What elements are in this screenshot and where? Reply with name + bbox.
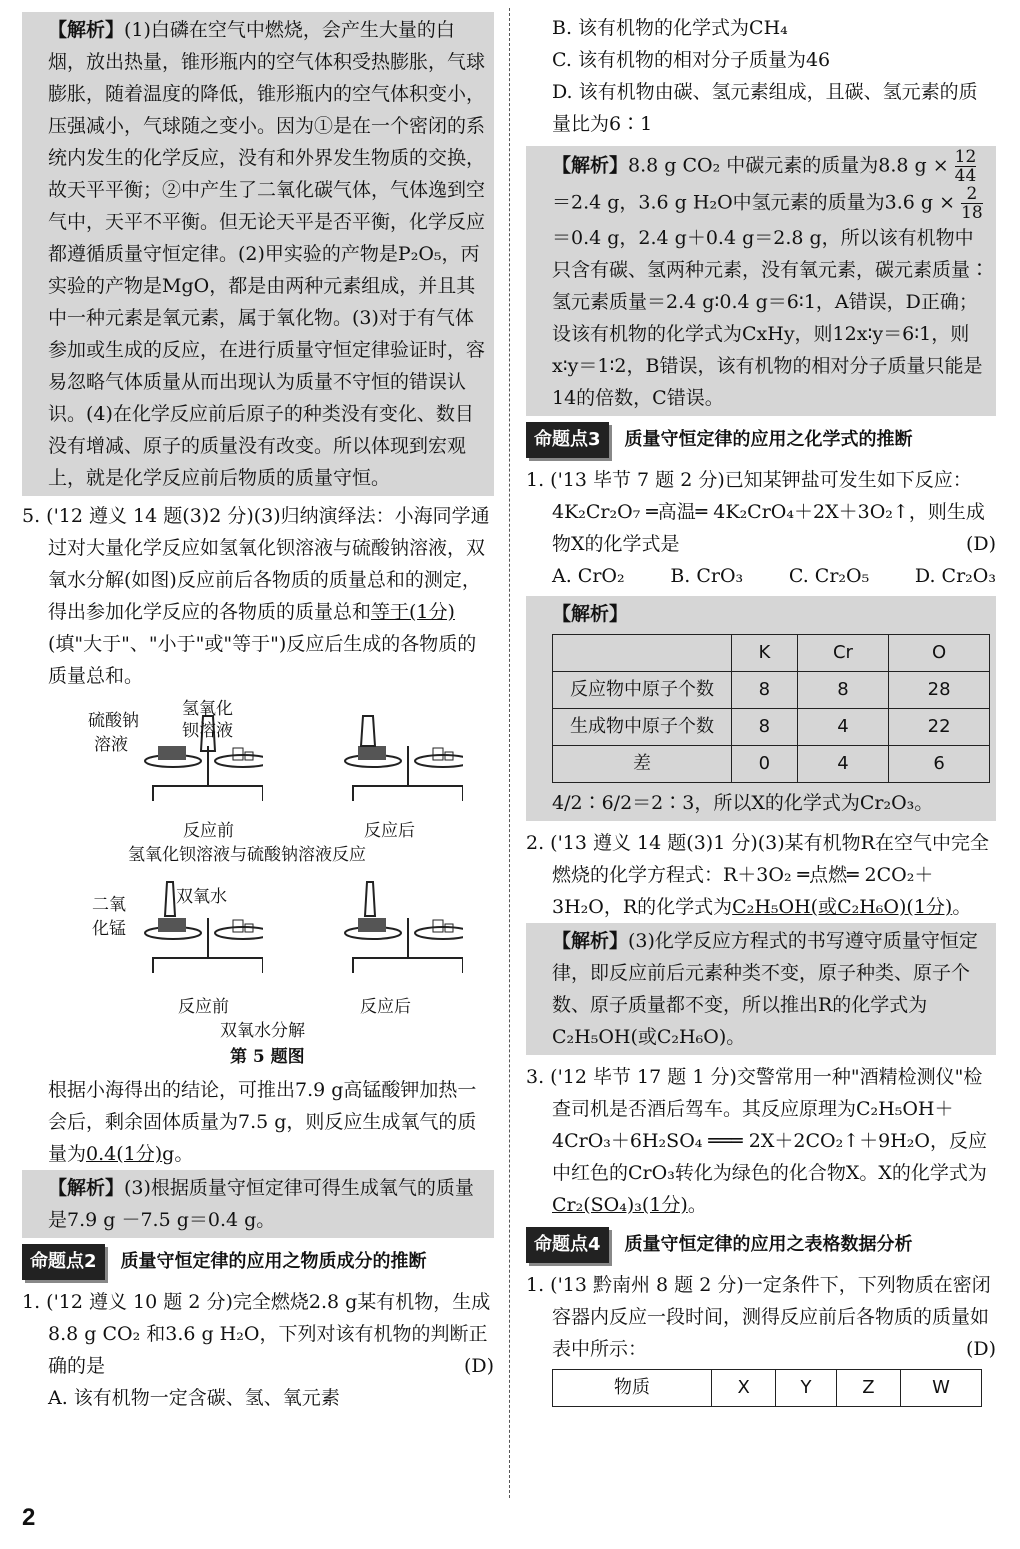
- question-text: g。: [162, 1143, 194, 1165]
- answer: (D): [965, 533, 996, 555]
- section-badge: 命题点4: [526, 1227, 609, 1263]
- figure-label: 反应前: [178, 997, 229, 1017]
- explanation-tag: 【解析】: [48, 1177, 125, 1199]
- question-3-2: [526, 827, 996, 923]
- option-b: B. 该有机物的化学式为CH₄: [552, 17, 788, 39]
- section-header-3: [526, 422, 996, 458]
- table-cell: 生成物中原子个数: [553, 709, 732, 746]
- answer: 0.4(1分): [86, 1143, 163, 1165]
- section-badge: 命题点2: [22, 1244, 105, 1280]
- explanation-block-1: [22, 12, 494, 496]
- figure-label: 硫酸钠: [88, 711, 139, 731]
- option-b: B. CrO₃: [670, 565, 744, 587]
- right-column: [526, 12, 996, 1411]
- table-cell: 6: [889, 746, 990, 783]
- option-c: C. 该有机物的相对分子质量为46: [552, 49, 831, 71]
- explanation-text: (3)化学反应方程式的书写遵守质量守恒定律，即反应前后元素种类不变，原子种类、原子个数、原子质量都不变，所以推出R的化学式为C₂H₅OH(或C₂H₆O)。: [552, 930, 978, 1048]
- mass-table: [552, 1369, 982, 1407]
- figure-label: 反应后: [364, 821, 415, 841]
- explanation-tag: 【解析】: [552, 603, 629, 625]
- page-number: 2: [22, 1504, 36, 1531]
- section-header-2: [22, 1244, 494, 1280]
- table-cell: 0: [732, 746, 798, 783]
- question-text: 根据小海得出的结论，可推出7.9 g高锰酸钾加热一会后，剩余固体质量为7.5 g，则反应生成氧气的质量为: [48, 1079, 477, 1165]
- balance-scale-icon: [343, 706, 463, 801]
- table-cell: 物质: [553, 1370, 712, 1407]
- fraction-top: 12: [954, 147, 977, 167]
- section-header-4: [526, 1227, 996, 1263]
- explanation-block-4: [526, 596, 996, 821]
- option-a: A. CrO₂: [552, 565, 625, 587]
- figure-label: 双氧水: [176, 887, 227, 907]
- explanation-text: 8.8 g CO₂ 中碳元素的质量为8.8 g ×: [628, 154, 949, 177]
- fraction-top: 2: [961, 185, 983, 204]
- figure-caption: 氢氧化钡溶液与硫酸钠溶液反应: [128, 845, 366, 865]
- section-title: 质量守恒定律的应用之表格数据分析: [624, 1234, 913, 1255]
- question-5-continued: [22, 1074, 494, 1170]
- figure-caption: 双氧水分解: [220, 1021, 305, 1041]
- section-title: 质量守恒定律的应用之化学式的推断: [624, 429, 913, 450]
- question-text: 2. ('13 遵义 14 题(3)1 分)(3)某有机物R在空气中完全燃烧的化学方程式：R＋3O₂ ═点燃═ 2CO₂＋3H₂O，R的化学式为: [526, 832, 989, 918]
- option-c: C. Cr₂O₅: [788, 565, 870, 587]
- table-cell: 22: [889, 709, 990, 746]
- table-cell: Cr: [797, 635, 888, 672]
- explanation-text: ＝0.4 g，2.4 g＋0.4 g＝2.8 g，所以该有机物中只含有碳、氢两种元素，没有氧元素，碳元素质量∶氢元素质量＝2.4 g∶0.4 g＝6∶1，A错误，D正确；设该有机物的化学式为CxHy，则12x∶y＝6∶1，则x∶y＝1∶2，B错误，该有机物的相对分子质量只能是14的倍数，C错误。: [552, 227, 990, 409]
- table-cell: X: [712, 1370, 776, 1407]
- figure-label: 溶液: [94, 735, 128, 755]
- question-3-1: 1. ('13 毕节 7 题 2 分)已知某钾盐可发生如下反应：: [526, 469, 972, 491]
- explanation-block-2: [22, 1170, 494, 1238]
- table-cell: 8: [732, 709, 798, 746]
- explanation-text: (1)白磷在空气中燃烧，会产生大量的白烟，放出热量，锥形瓶内的空气体积受热膨胀，气球膨胀，随着温度的降低，锥形瓶内的空气体积变小，压强减小，气球随之变小。因为①是在一个密闭的系统内发生的化学反应，没有和外界发生物质的交换，故天平平衡；②中产生了二氧化碳气体，气体逸到空气中，天平不平衡。但无论天平是否平衡，化学反应都遵循质量守恒定律。(2)甲实验的产物是P₂O₅，丙实验的产物是MgO，都是由两种元素组成，并且其中一种元素是氧元素，属于氧化物。(3)对于有气体参加或生成的反应，在进行质量守恒定律验证时，容易忽略气体质量从而出现认为质量不守恒的错误认识。(4)在化学反应前后原子的种类没有变化、数目没有增减、原子的质量没有改变。所以体现到宏观上，就是化学反应前后物质的质量守恒。: [48, 19, 486, 489]
- table-header-row: [553, 1370, 982, 1407]
- answer: 等于(1分): [371, 601, 455, 623]
- table-cell: 8: [797, 672, 888, 709]
- table-cell: O: [889, 635, 990, 672]
- table-row: [553, 709, 990, 746]
- table-cell: 8: [732, 672, 798, 709]
- explanation-tag: 【解析】: [48, 19, 125, 41]
- figure-label: 氢氧化: [182, 699, 233, 719]
- question-text: (填"大于"、"小于"或"等于")反应后生成的各物质的质量总和。: [48, 633, 477, 687]
- answer: Cr₂(SO₄)₃(1分): [552, 1194, 688, 1216]
- figure-5: [48, 698, 494, 1070]
- table-row: [553, 672, 990, 709]
- table-cell: 差: [553, 746, 732, 783]
- option-d: D. Cr₂O₃: [914, 565, 996, 587]
- table-cell: 反应物中原子个数: [553, 672, 732, 709]
- figure-label: 反应后: [360, 997, 411, 1017]
- question-text: 5. ('12 遵义 14 题(3)2 分)(3)归纳演绎法：小海同学通过对大量化学反应如氢氧化钡溶液与硫酸钠溶液，双氧水分解(如图)反应前后各物质的质量总和的测定，得出参加化学反应的各物质的质量总和: [22, 505, 490, 623]
- answer: (D): [463, 1355, 494, 1377]
- table-cell: 28: [889, 672, 990, 709]
- table-cell: Y: [776, 1370, 836, 1407]
- explanation-tag: 【解析】: [552, 930, 629, 952]
- equation-line: [526, 496, 996, 560]
- fraction: [961, 185, 983, 222]
- figure-label: 反应前: [183, 821, 234, 841]
- option-a: A. 该有机物一定含碳、氢、氧元素: [48, 1387, 340, 1409]
- table-cell: K: [732, 635, 798, 672]
- question-3-3: [526, 1061, 996, 1221]
- table-cell: 4: [797, 746, 888, 783]
- fraction-bottom: 44: [954, 166, 977, 186]
- section-badge: 命题点3: [526, 422, 609, 458]
- question-text: 。: [952, 896, 972, 918]
- explanation-text: ＝2.4 g，3.6 g H₂O中氢元素的质量为3.6 g ×: [552, 191, 956, 214]
- fraction: [955, 148, 977, 185]
- table-header-row: [553, 635, 990, 672]
- equation-text: 4K₂Cr₂O₇ ═高温═ 4K₂CrO₄＋2X＋3O₂↑，则生成物X的化学式是: [552, 501, 985, 555]
- figure-label: 钡溶液: [182, 721, 233, 741]
- answer: (D): [965, 1338, 996, 1360]
- explanation-text: (3)根据质量守恒定律可得生成氧气的质量是7.9 g －7.5 g＝0.4 g。: [48, 1177, 474, 1231]
- answer: C₂H₅OH(或C₂H₆O)(1分): [732, 896, 953, 918]
- column-divider: [509, 8, 510, 1498]
- fraction-bottom: 18: [961, 203, 983, 223]
- question-text: 1. ('13 黔南州 8 题 2 分)一定条件下，下列物质在密闭容器内反应一段时间，测得反应前后各物质的质量如表中所示：: [526, 1274, 991, 1360]
- table-cell: W: [901, 1370, 982, 1407]
- explanation-block-3: [526, 146, 996, 416]
- table-cell: Z: [836, 1370, 900, 1407]
- question-4-1: [526, 1269, 996, 1365]
- question-text: 。: [687, 1194, 707, 1216]
- option-d: D. 该有机物由碳、氢元素组成，且碳、氢元素的质量比为6∶1: [552, 81, 978, 135]
- atom-count-table: [552, 634, 990, 783]
- table-row: [553, 746, 990, 783]
- explanation-text: 4/2∶6/2＝2∶3，所以X的化学式为Cr₂O₃。: [552, 792, 934, 814]
- explanation-tag: 【解析】: [552, 154, 629, 177]
- question-5: [22, 500, 494, 692]
- figure-label: 二氧: [92, 895, 126, 915]
- balance-scale-icon: [343, 878, 463, 973]
- left-column: [22, 12, 494, 1414]
- figure-title: 第 5 题图: [230, 1047, 305, 1067]
- section-title: 质量守恒定律的应用之物质成分的推断: [120, 1251, 427, 1272]
- figure-label: 化锰: [92, 919, 126, 939]
- table-cell: 4: [797, 709, 888, 746]
- question-text: 3. ('12 毕节 17 题 1 分)交警常用一种"酒精检测仪"检查司机是否酒后驾车。其反应原理为C₂H₅OH＋4CrO₃＋6H₂SO₄ ═══ 2X＋2CO₂↑＋9H₂O，反应中红色的CrO₃转化为绿色的化合物X。X的化学式为: [526, 1066, 987, 1184]
- question-1: [22, 1286, 494, 1382]
- options-row: [526, 560, 996, 592]
- explanation-block-5: [526, 923, 996, 1055]
- question-text: 1. ('12 遵义 10 题 2 分)完全燃烧2.8 g某有机物，生成8.8 g CO₂ 和3.6 g H₂O，下列对该有机物的判断正确的是: [22, 1291, 491, 1377]
- table-cell: [553, 635, 732, 672]
